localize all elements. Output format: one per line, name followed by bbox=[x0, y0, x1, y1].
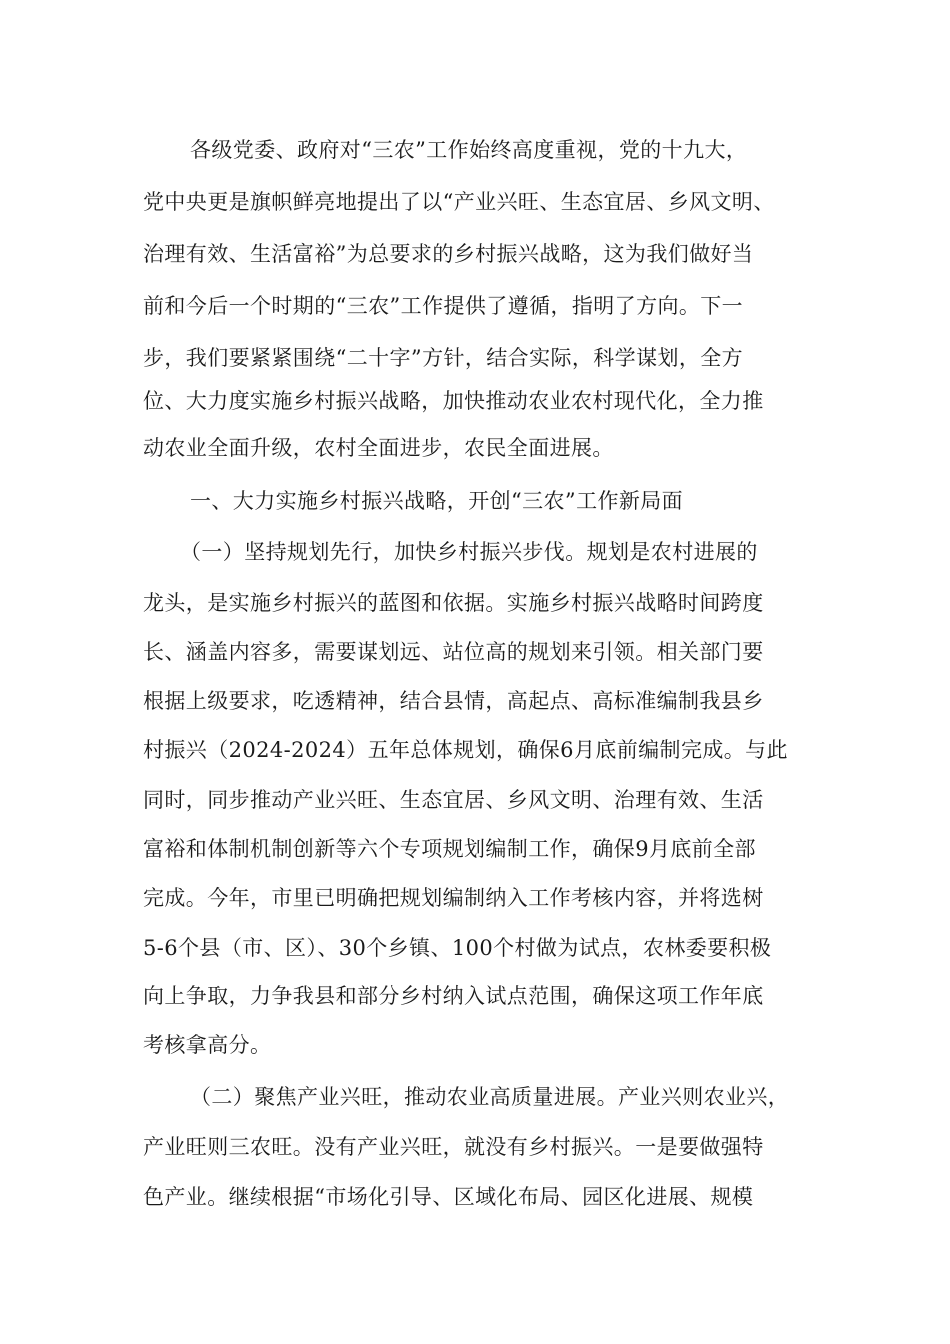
paragraph-line: 考核拿高分。 bbox=[143, 1033, 272, 1057]
paragraph-line: 党中央更是旗帜鲜亮地提出了以“产业兴旺、生态宜居、乡风文明、 bbox=[143, 190, 775, 214]
paragraph-line: 前和今后一个时期的“三农”工作提供了遵循，指明了方向。下一 bbox=[143, 294, 744, 318]
paragraph-line: 步，我们要紧紧围绕“二十字”方针，结合实际，科学谋划，全方 bbox=[143, 346, 744, 370]
paragraph-line: 富裕和体制机制创新等六个专项规划编制工作，确保9月底前全部 bbox=[143, 837, 756, 861]
paragraph-line: 同时，同步推动产业兴旺、生态宜居、乡风文明、治理有效、生活 bbox=[143, 788, 764, 812]
paragraph-line: （二）聚焦产业兴旺，推动农业高质量进展。产业兴则农业兴， bbox=[190, 1085, 790, 1109]
paragraph-line: 长、涵盖内容多，需要谋划远、站位高的规划来引领。相关部门要 bbox=[143, 640, 764, 664]
paragraph-line: 动农业全面升级，农村全面进步，农民全面进展。 bbox=[143, 436, 614, 460]
section-heading: 一、大力实施乡村振兴战略，开创“三农”工作新局面 bbox=[190, 489, 684, 513]
paragraph-line: （一）坚持规划先行，加快乡村振兴步伐。规划是农村进展的 bbox=[180, 540, 758, 564]
paragraph-line: 龙头，是实施乡村振兴的蓝图和依据。实施乡村振兴战略时间跨度 bbox=[143, 591, 764, 615]
paragraph-line: 村振兴（2024-2024）五年总体规划，确保6月底前编制完成。与此 bbox=[143, 738, 788, 762]
paragraph-line: 产业旺则三农旺。没有产业兴旺，就没有乡村振兴。一是要做强特 bbox=[143, 1135, 764, 1159]
paragraph-line: 色产业。继续根据“市场化引导、区域化布局、园区化进展、规模 bbox=[143, 1185, 754, 1209]
paragraph-line: 位、大力度实施乡村振兴战略，加快推动农业农村现代化，全力推 bbox=[143, 389, 764, 413]
paragraph-line: 治理有效、生活富裕”为总要求的乡村振兴战略，这为我们做好当 bbox=[143, 242, 754, 266]
paragraph-line: 各级党委、政府对“三农”工作始终高度重视，党的十九大， bbox=[190, 138, 748, 162]
paragraph-line: 根据上级要求，吃透精神，结合县情，高起点、高标准编制我县乡 bbox=[143, 689, 764, 713]
paragraph-line: 5-6个县（市、区）、30个乡镇、100个村做为试点，农林委要积极 bbox=[143, 936, 772, 960]
paragraph-line: 向上争取，力争我县和部分乡村纳入试点范围，确保这项工作年底 bbox=[143, 984, 764, 1008]
paragraph-line: 完成。今年，市里已明确把规划编制纳入工作考核内容，并将选树 bbox=[143, 886, 764, 910]
